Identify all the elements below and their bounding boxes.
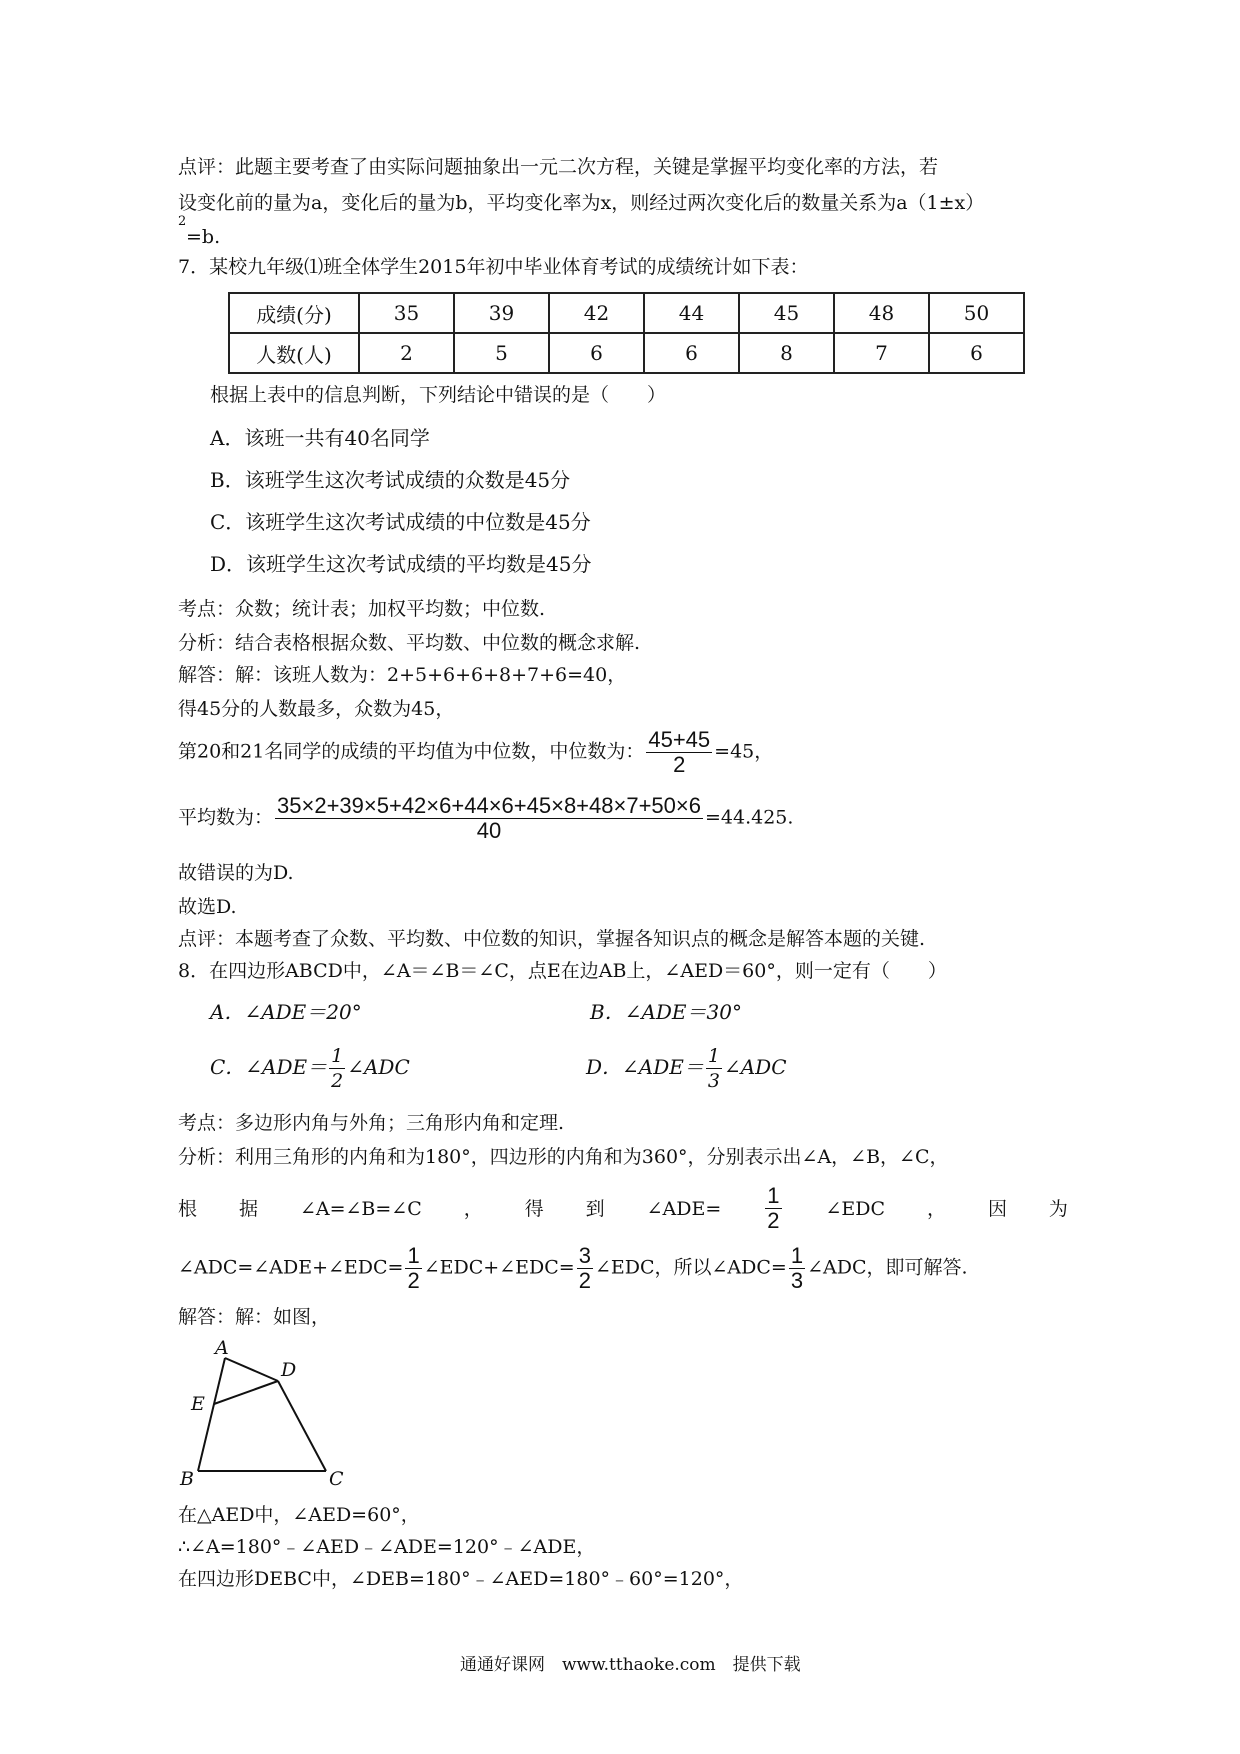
q7-option-c: C．该班学生这次考试成绩的中位数是45分	[210, 510, 591, 534]
fraction-denominator: 2	[578, 1268, 591, 1293]
table-cell: 48	[834, 293, 929, 333]
fraction-denominator: 2	[767, 1208, 780, 1233]
q8-fenxi-2	[178, 1184, 1068, 1233]
median-suffix: =45，	[714, 740, 774, 763]
side-cd	[278, 1381, 326, 1471]
option-d-prefix: D．∠ADE＝	[586, 1055, 704, 1079]
fraction-denominator: 2	[331, 1070, 344, 1092]
label-d: D	[281, 1359, 297, 1381]
side-da	[225, 1358, 278, 1381]
score-table	[228, 292, 1025, 374]
fenxi-word: ，	[926, 1197, 946, 1220]
q7-option-d: D．该班学生这次考试成绩的平均数是45分	[210, 552, 592, 576]
q7-mean-line	[178, 794, 793, 843]
option-d-suffix: ∠ADC	[723, 1055, 787, 1079]
table-row-counts	[229, 333, 1024, 373]
q7-question: 根据上表中的信息判断，下列结论中错误的是（ ）	[210, 384, 667, 406]
fraction-numerator: 1	[790, 1243, 804, 1268]
table-cell: 45	[739, 293, 834, 333]
table-cell: 6	[644, 333, 739, 373]
table-row-header: 成绩(分)	[229, 293, 359, 333]
fenxi-word: 据	[238, 1197, 258, 1220]
table-cell: 6	[929, 333, 1024, 373]
q8-option-a: A．∠ADE＝20°	[210, 1000, 362, 1024]
comment-line-2: 设变化前的量为a，变化后的量为b，平均变化率为x，则经过两次变化后的数量关系为a（1±x）	[178, 192, 985, 214]
q7-jieda-1: 解答：解：该班人数为：2+5+6+6+8+7+6=40，	[178, 664, 627, 686]
q7-fenxi: 分析：结合表格根据众数、平均数、中位数的概念求解.	[178, 632, 641, 654]
fenxi-word: 因	[987, 1197, 1007, 1220]
table-cell: 2	[359, 333, 454, 373]
label-a: A	[215, 1338, 229, 1359]
q8-stem: 8．在四边形ABCD中，∠A＝∠B＝∠C，点E在边AB上，∠AED＝60°，则一定有（ ）	[178, 960, 947, 982]
table-cell: 42	[549, 293, 644, 333]
option-c-fraction	[329, 1044, 345, 1093]
q8-step-2: ∴∠A=180°﹣∠AED﹣∠ADE=120°﹣∠ADE，	[178, 1536, 596, 1558]
fraction-denominator: 3	[707, 1070, 720, 1092]
table-cell: 44	[644, 293, 739, 333]
table-cell: 6	[549, 333, 644, 373]
q7-kaodian: 考点：众数；统计表；加权平均数；中位数.	[178, 598, 546, 620]
table-cell: 35	[359, 293, 454, 333]
table-cell: 7	[834, 333, 929, 373]
mean-suffix: =44.425.	[704, 806, 794, 829]
fraction-numerator: 1	[707, 1045, 720, 1067]
fenxi3-part-d: ∠ADC，即可解答.	[807, 1256, 968, 1279]
fenxi3-part-b: ∠EDC+∠EDC=	[423, 1256, 575, 1279]
q7-median-line	[178, 728, 773, 777]
fenxi3-part-c: ∠EDC，所以∠ADC=	[594, 1256, 787, 1279]
fenxi-word: 为	[1048, 1197, 1068, 1220]
fenxi-word: ，	[463, 1197, 483, 1220]
option-c-suffix: ∠ADC	[347, 1055, 410, 1079]
q8-option-c	[210, 1044, 410, 1093]
label-c: C	[329, 1468, 344, 1488]
fenxi-half-fraction	[765, 1184, 781, 1233]
comment-superscript: 2	[178, 214, 187, 229]
label-b: B	[180, 1468, 194, 1488]
median-prefix: 第20和21名同学的成绩的平均值为中位数，中位数为：	[178, 740, 645, 763]
q8-step-1: 在△AED中，∠AED=60°，	[178, 1504, 420, 1526]
fraction-denominator: 2	[673, 752, 686, 777]
fenxi-word: 到	[585, 1197, 605, 1220]
fraction-numerator: 1	[767, 1183, 780, 1208]
table-cell: 5	[454, 333, 549, 373]
option-c-prefix: C．∠ADE＝	[210, 1055, 328, 1079]
fraction-denominator: 40	[476, 818, 502, 843]
fenxi-word: 根	[178, 1197, 198, 1220]
fraction-denominator: 2	[407, 1268, 420, 1293]
comment-line-1: 点评：此题主要考查了由实际问题抽象出一元二次方程，关键是掌握平均变化率的方法，若	[178, 156, 939, 178]
fenxi3-part-a: ∠ADC=∠ADE+∠EDC=	[178, 1256, 404, 1279]
mean-prefix: 平均数为：	[178, 806, 274, 829]
option-d-fraction	[706, 1044, 722, 1093]
fraction-numerator: 3	[578, 1243, 591, 1268]
mean-fraction	[275, 794, 703, 843]
page-footer: 通通好课网 www.tthaoke.com 提供下载	[460, 1655, 801, 1675]
q7-option-b: B．该班学生这次考试成绩的众数是45分	[210, 468, 571, 492]
table-cell: 8	[739, 333, 834, 373]
table-row-header: 人数(人)	[229, 333, 359, 373]
fenxi3-fraction-1	[405, 1244, 421, 1293]
q7-jieda-2: 得45分的人数最多，众数为45，	[178, 698, 455, 720]
q7-option-a: A．该班一共有40名同学	[210, 426, 430, 450]
q8-step-3: 在四边形DEBC中，∠DEB=180°﹣∠AED=180°﹣60°=120°，	[178, 1568, 744, 1590]
fenxi-word: ∠ADE=	[646, 1197, 722, 1220]
q7-conclusion-2: 故选D.	[178, 896, 237, 918]
q8-fenxi-1: 分析：利用三角形的内角和为180°，四边形的内角和为360°，分别表示出∠A，∠B，∠C，	[178, 1146, 949, 1168]
fenxi-word: ∠EDC	[825, 1197, 886, 1220]
quadrilateral-figure	[178, 1338, 368, 1488]
fenxi-word: ∠A=∠B=∠C	[299, 1197, 422, 1220]
median-fraction	[646, 728, 712, 777]
q8-fenxi-3	[178, 1244, 968, 1293]
table-row-scores	[229, 293, 1024, 333]
q8-jieda: 解答：解：如图，	[178, 1306, 331, 1328]
fraction-numerator: 1	[331, 1045, 344, 1067]
table-cell: 50	[929, 293, 1024, 333]
fraction-denominator: 3	[790, 1268, 804, 1293]
fraction-numerator: 1	[407, 1243, 420, 1268]
fenxi3-fraction-2	[577, 1244, 593, 1293]
q7-stem: 7．某校九年级⑴班全体学生2015年初中毕业体育考试的成绩统计如下表：	[178, 256, 809, 278]
segment-ed	[214, 1381, 278, 1404]
q8-option-b: B．∠ADE＝30°	[590, 1000, 742, 1024]
table-cell: 39	[454, 293, 549, 333]
comment-line-3: =b.	[186, 226, 221, 248]
q7-dianping: 点评：本题考查了众数、平均数、中位数的知识，掌握各知识点的概念是解答本题的关键.	[178, 928, 926, 950]
fraction-numerator: 45+45	[648, 727, 711, 752]
fenxi3-fraction-3	[789, 1244, 805, 1293]
label-e: E	[191, 1393, 205, 1415]
q8-option-d	[586, 1044, 787, 1093]
fraction-numerator: 35×2+39×5+42×6+44×6+45×8+48×7+50×6	[277, 793, 701, 818]
fenxi-word: 得	[524, 1197, 544, 1220]
q7-conclusion-1: 故错误的为D.	[178, 862, 294, 884]
q8-kaodian: 考点：多边形内角与外角；三角形内角和定理.	[178, 1112, 565, 1134]
